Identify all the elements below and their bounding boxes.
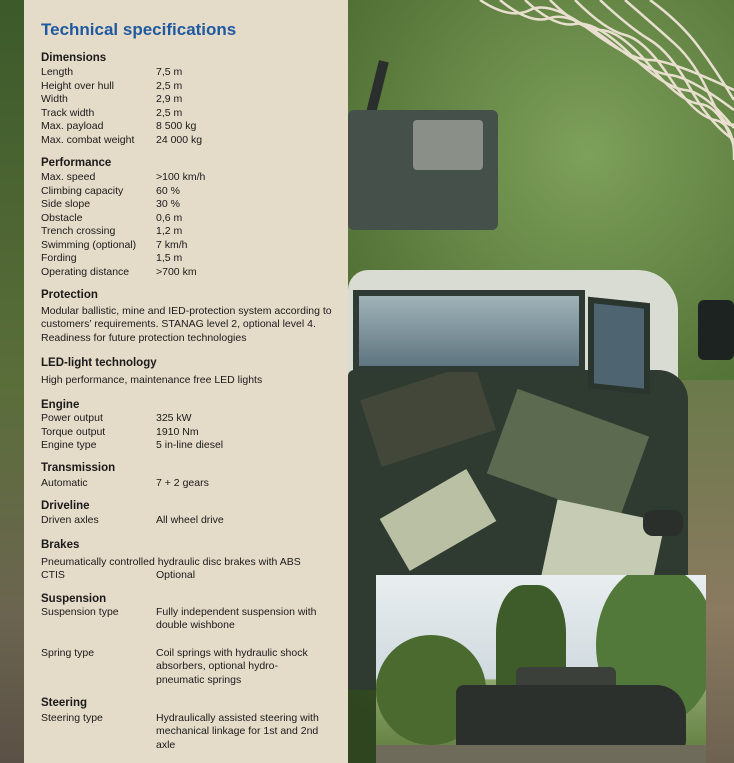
- spec-label: Max. speed: [41, 171, 96, 183]
- spec-label: Automatic: [41, 477, 88, 489]
- spec-value: 7,5 m: [156, 66, 183, 78]
- spec-value: 30 %: [156, 198, 180, 210]
- section-heading-protection: Protection: [41, 289, 98, 301]
- spec-value: 7 + 2 gears: [156, 477, 209, 489]
- spec-label: Climbing capacity: [41, 184, 124, 197]
- spec-value: 1,5 m: [156, 252, 183, 264]
- spec-label: Steering type: [41, 712, 103, 724]
- spec-value: >700 km: [156, 265, 197, 278]
- spec-label: Track width: [41, 106, 95, 119]
- spec-label: Power output: [41, 412, 103, 424]
- section-heading-suspension: Suspension: [41, 593, 107, 605]
- spec-value: 24 000 kg: [156, 133, 203, 146]
- spec-value: 2,9 m: [156, 93, 183, 105]
- spec-value: Hydraulically assisted steering with mechanical linkage for 1st and 2nd axle: [156, 712, 319, 751]
- spec-value: 5 in-line diesel: [156, 439, 224, 451]
- section-heading-dimensions: Dimensions: [41, 52, 107, 64]
- spec-label: Side slope: [41, 198, 91, 210]
- spec-label: Operating distance: [41, 265, 130, 278]
- spec-value: 7 km/h: [156, 238, 188, 251]
- spec-label: Engine type: [41, 439, 97, 451]
- spec-label: Max. payload: [41, 120, 104, 132]
- section-heading-led: LED-light technology: [41, 357, 157, 369]
- spec-label: Max. combat weight: [41, 133, 135, 146]
- spec-label: Obstacle: [41, 211, 83, 224]
- spec-value: 2,5 m: [156, 79, 183, 92]
- spec-value: >100 km/h: [156, 171, 206, 183]
- spec-value: Optional: [156, 569, 196, 581]
- spec-value: 325 kW: [156, 412, 192, 424]
- spec-value: 8 500 kg: [156, 120, 197, 132]
- spec-label: Width: [41, 93, 68, 105]
- headlight: [643, 510, 683, 536]
- side-mirror: [698, 300, 734, 360]
- spec-value: Fully independent suspension with double wishbone: [156, 606, 317, 632]
- side-window: [588, 297, 650, 396]
- protection-text: Modular ballistic, mine and IED-protection system according to customers’ requirements. STANAG level 2, optional level 4. Readiness for future protection technologies: [41, 305, 332, 344]
- inset-photo: [376, 575, 706, 763]
- spec-value: 1,2 m: [156, 225, 183, 237]
- section-heading-engine: Engine: [41, 399, 80, 411]
- spec-label: Fording: [41, 252, 77, 264]
- spec-value: 0,6 m: [156, 211, 183, 224]
- spec-label: Suspension type: [41, 606, 119, 618]
- brakes-text: Pneumatically controlled hydraulic disc brakes with ABS: [41, 556, 301, 568]
- section-heading-brakes: Brakes: [41, 539, 80, 551]
- section-heading-performance: Performance: [41, 157, 112, 169]
- spec-label: Torque output: [41, 425, 106, 438]
- windscreen: [353, 290, 585, 372]
- spec-value: 2,5 m: [156, 106, 183, 119]
- spec-label: Spring type: [41, 647, 95, 659]
- decorative-wave-lines: [470, 0, 734, 160]
- inset-ground: [376, 745, 706, 763]
- spec-label: Swimming (optional): [41, 238, 137, 251]
- spec-label: CTIS: [41, 569, 65, 581]
- spec-value: All wheel drive: [156, 514, 224, 526]
- spec-value: 1910 Nm: [156, 425, 199, 438]
- spec-label: Driven axles: [41, 514, 99, 526]
- section-heading-driveline: Driveline: [41, 500, 90, 512]
- spec-value: Coil springs with hydraulic shock absorbers, optional hydro-pneumatic springs: [156, 647, 308, 686]
- section-heading-transmission: Transmission: [41, 462, 116, 474]
- spec-value: 60 %: [156, 184, 180, 197]
- section-heading-steering: Steering: [41, 697, 88, 709]
- spec-label: Length: [41, 66, 74, 78]
- spec-label: Trench crossing: [41, 225, 116, 237]
- page-title: Technical specifications: [41, 20, 237, 39]
- led-text: High performance, maintenance free LED lights: [41, 374, 263, 386]
- spec-label: Height over hull: [41, 79, 114, 92]
